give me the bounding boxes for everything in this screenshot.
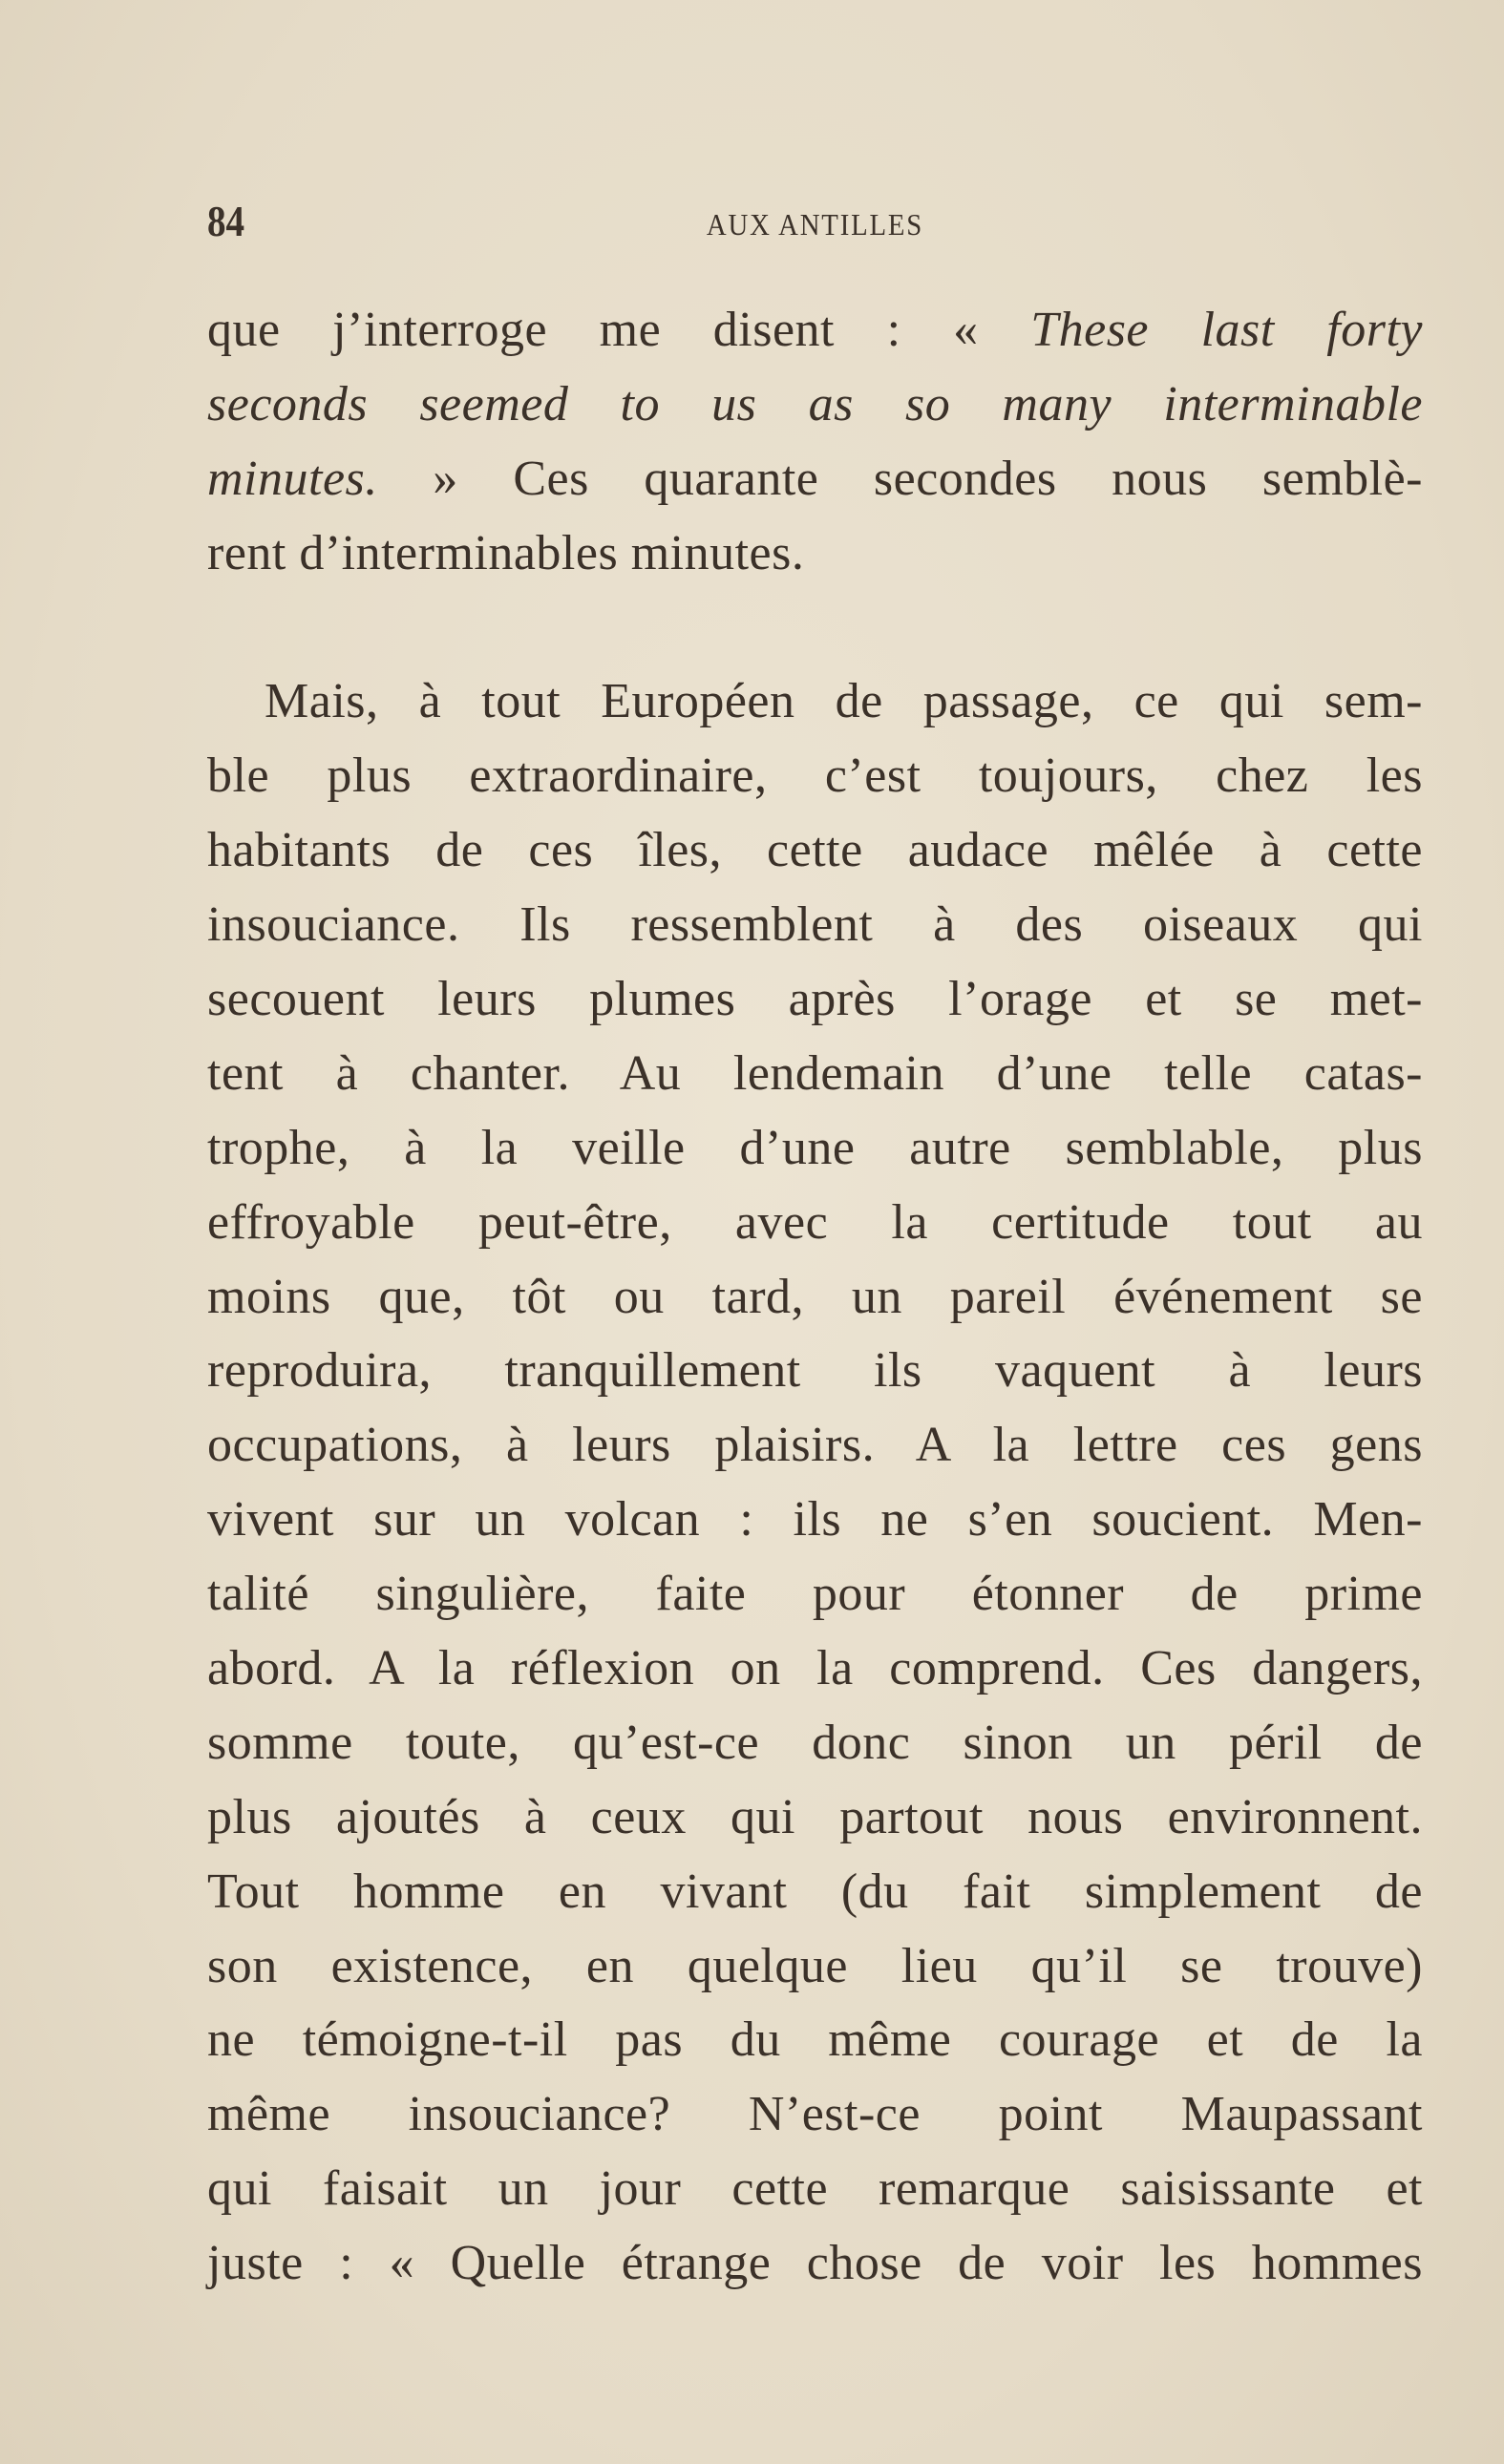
text-segment: occupations, à leurs plaisirs. A la lettre ces gens xyxy=(207,1418,1423,1473)
text-line xyxy=(207,1855,1423,1929)
text-segment: abord. A la réflexion on la comprend. Ces dangers, xyxy=(207,1641,1423,1696)
text-line xyxy=(207,2152,1423,2226)
italic-text: minutes. xyxy=(207,451,378,506)
text-segment: trophe, à la veille d’une autre semblable, plus xyxy=(207,1120,1423,1175)
text-line xyxy=(207,664,1423,739)
text-segment: juste : « Quelle étrange chose de voir les hommes xyxy=(207,2236,1423,2291)
text-segment: ble plus extraordinaire, c’est toujours, chez les xyxy=(207,748,1423,804)
text-segment: même insouciance? N’est-ce point Maupassant xyxy=(207,2087,1423,2142)
text-line xyxy=(207,1780,1423,1855)
text-segment: moins que, tôt ou tard, un pareil événement se xyxy=(207,1269,1423,1324)
text-line xyxy=(207,1557,1423,1632)
text-segment: ne témoigne-t-il pas du même courage et de la xyxy=(207,2012,1423,2068)
text-line xyxy=(207,1111,1423,1186)
text-segment: insouciance. Ils ressemblent à des oiseaux qui xyxy=(207,897,1423,953)
text-line xyxy=(207,1037,1423,1111)
text-line xyxy=(207,1260,1423,1335)
text-line xyxy=(207,1408,1423,1483)
paragraph-gap xyxy=(207,591,1423,665)
page-header xyxy=(207,196,1423,253)
paragraph xyxy=(207,664,1423,2301)
text-line xyxy=(207,442,1423,516)
text-line xyxy=(207,1632,1423,1706)
text-line xyxy=(207,2003,1423,2077)
text-segment: que j’interroge me disent : « xyxy=(207,303,1031,357)
text-line xyxy=(207,368,1423,442)
text-segment: plus ajoutés à ceux qui partout nous environnent. xyxy=(207,1789,1423,1844)
text-line xyxy=(207,1483,1423,1557)
text-segment: reproduira, tranquillement ils vaquent à leurs xyxy=(207,1343,1423,1399)
text-segment: effroyable peut-être, avec la certitude tout au xyxy=(207,1194,1423,1250)
text-line xyxy=(207,2077,1423,2152)
text-line xyxy=(207,1186,1423,1260)
text-segment: rent d’interminables minutes. xyxy=(207,525,805,580)
text-segment: Mais, à tout Européen de passage, ce qui sem- xyxy=(265,674,1423,729)
text-segment: son existence, en quelque lieu qu’il se trouve) xyxy=(207,1938,1423,1993)
text-line xyxy=(207,516,1423,591)
text-line xyxy=(207,2226,1423,2301)
text-line xyxy=(207,1334,1423,1408)
paragraph xyxy=(207,293,1423,591)
text-segment: somme toute, qu’est-ce donc sinon un péril de xyxy=(207,1715,1423,1770)
page-number: 84 xyxy=(207,197,245,245)
text-segment: secouent leurs plumes après l’orage et se met- xyxy=(207,972,1423,1027)
text-line xyxy=(207,962,1423,1037)
text-line xyxy=(207,1929,1423,2004)
text-segment: tent à chanter. Au lendemain d’une telle catas- xyxy=(207,1045,1423,1101)
text-line xyxy=(207,888,1423,962)
text-segment: Tout homme en vivant (du fait simplement de xyxy=(207,1864,1423,1919)
text-line xyxy=(207,1706,1423,1780)
text-line xyxy=(207,813,1423,888)
text-segment: » Ces quarante secondes nous semblè- xyxy=(377,451,1423,506)
text-line xyxy=(207,739,1423,813)
text-segment: talité singulière, faite pour étonner de prime xyxy=(207,1567,1423,1622)
italic-text: seconds seemed to us as so many interminable xyxy=(207,376,1423,432)
text-segment: vivent sur un volcan : ils ne s’en soucient. Men- xyxy=(207,1492,1423,1548)
italic-text: These last forty xyxy=(1030,303,1423,357)
body-text xyxy=(207,293,1423,2301)
text-segment: habitants de ces îles, cette audace mêlée à cette xyxy=(207,823,1423,878)
running-title: AUX ANTILLES xyxy=(706,207,924,242)
text-line xyxy=(207,293,1423,368)
text-segment: qui faisait un jour cette remarque saisissante et xyxy=(207,2161,1423,2217)
